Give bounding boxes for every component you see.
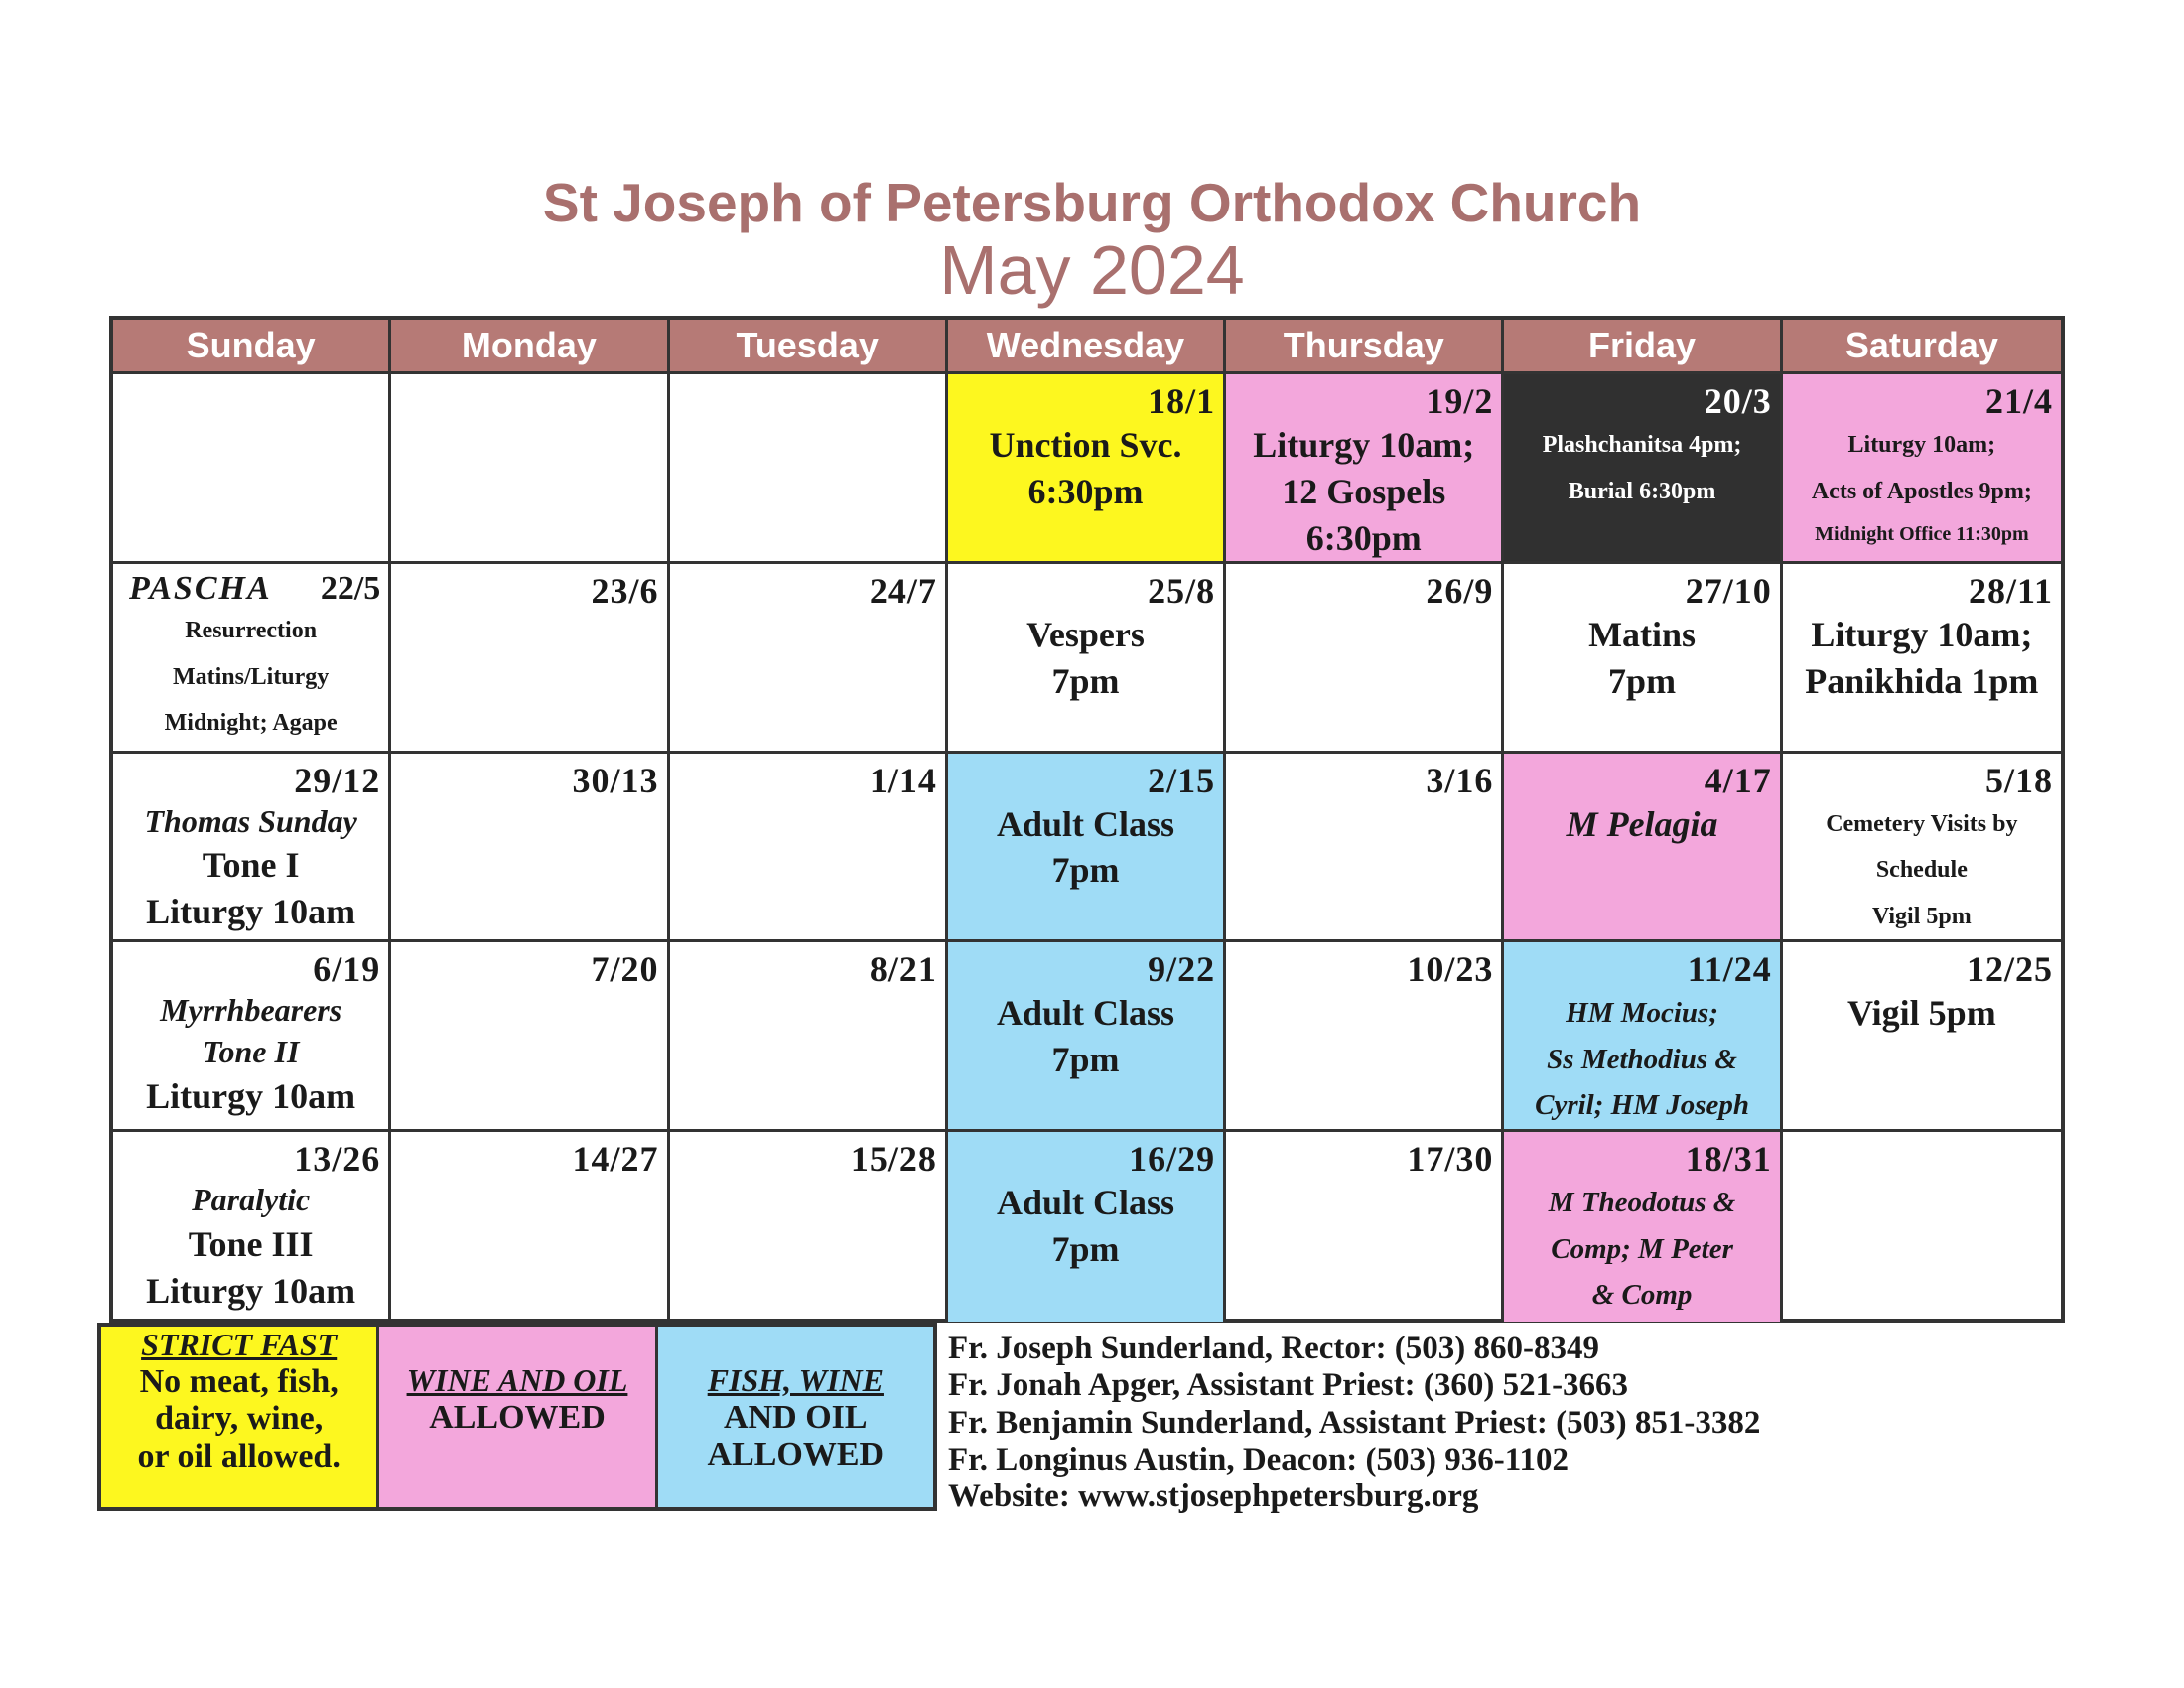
legend-text: No meat, fish, dairy, wine, or oil allowed.	[137, 1363, 341, 1475]
day-date: 18/31	[1685, 1139, 1772, 1180]
day-events: Vigil 5pm	[1847, 993, 1996, 1034]
day-date: 1/14	[869, 760, 937, 800]
weekday-friday: Friday	[1504, 320, 1782, 371]
legend-title: STRICT FAST	[141, 1327, 338, 1362]
feast-name: Thomas Sunday	[144, 802, 357, 839]
day-events: Cemetery Visits by Schedule Vigil 5pm	[1826, 810, 2018, 930]
day-cell	[1783, 754, 2061, 943]
day-cell	[1783, 564, 2061, 754]
day-cell	[1226, 754, 1504, 943]
day-date: 23/6	[591, 570, 659, 611]
day-date: 13/26	[294, 1139, 381, 1180]
day-date: 3/16	[1426, 760, 1494, 800]
legend-title: WINE AND OIL	[406, 1362, 628, 1398]
day-events: Matins 7pm	[1588, 614, 1697, 701]
day-date: 19/2	[1426, 381, 1494, 421]
day-cell	[113, 942, 391, 1132]
contact-line: Fr. Longinus Austin, Deacon: (503) 936-1102	[948, 1441, 1569, 1477]
legend-text: AND OIL ALLOWED	[707, 1399, 885, 1474]
day-events: Resurrection Matins/Liturgy Midnight; Agape	[164, 617, 338, 737]
day-date: 15/28	[850, 1139, 937, 1180]
day-cell	[391, 564, 669, 754]
day-cell	[1504, 942, 1782, 1132]
day-date: 6/19	[313, 949, 381, 990]
weekday-tuesday: Tuesday	[670, 320, 948, 371]
day-date: 11/24	[1687, 949, 1772, 990]
day-cell	[1226, 1132, 1504, 1322]
day-cell	[948, 1132, 1226, 1322]
day-cell	[391, 942, 669, 1132]
day-date: 7/20	[591, 949, 659, 990]
day-cell	[113, 564, 391, 754]
day-cell	[113, 754, 391, 943]
day-events: Liturgy 10am; 12 Gospels 6:30pm	[1253, 425, 1475, 558]
day-date: 9/22	[1148, 949, 1216, 990]
day-date: 30/13	[572, 760, 659, 800]
legend-item	[658, 1327, 933, 1507]
day-cell	[1783, 1132, 2061, 1322]
day-events: HM Mocius; Ss Methodius & Cyril; HM Joseph	[1535, 997, 1750, 1122]
feast-name: Paralytic	[192, 1182, 311, 1218]
legend-text: ALLOWED	[429, 1399, 606, 1436]
day-events: Liturgy 10am; Panikhida 1pm	[1805, 614, 2039, 701]
day-events: Adult Class 7pm	[996, 993, 1175, 1080]
day-cell	[670, 374, 948, 564]
day-cell	[1226, 374, 1504, 564]
day-date: 12/25	[1966, 949, 2053, 990]
day-date: 27/10	[1685, 570, 1772, 611]
pascha-header	[113, 564, 388, 608]
weekday-monday: Monday	[391, 320, 669, 371]
day-cell	[948, 374, 1226, 564]
day-cell	[391, 754, 669, 943]
day-date	[113, 374, 388, 380]
day-date: 4/17	[1704, 760, 1772, 800]
day-cell	[670, 1132, 948, 1322]
day-events: Unction Svc. 6:30pm	[989, 425, 1182, 511]
day-events: Tone III Liturgy 10am	[146, 1223, 356, 1311]
legend-item	[101, 1327, 379, 1507]
day-date: 14/27	[572, 1139, 659, 1180]
weekday-header	[113, 320, 2061, 371]
month-title: May 2024	[939, 231, 1245, 309]
day-cell	[1783, 374, 2061, 564]
day-events: M Theodotus & Comp; M Peter & Comp	[1548, 1187, 1736, 1311]
legend-item	[379, 1327, 657, 1507]
day-date	[1783, 1132, 2061, 1138]
day-date: 28/11	[1968, 570, 2053, 611]
day-events: Tone I Liturgy 10am	[146, 845, 356, 931]
day-date: 18/1	[1148, 381, 1216, 421]
day-cell	[391, 374, 669, 564]
day-cell	[1504, 374, 1782, 564]
contact-line: Fr. Benjamin Sunderland, Assistant Priest: (503) 851-3382	[948, 1404, 1761, 1441]
day-cell	[391, 1132, 669, 1322]
weekday-wednesday: Wednesday	[948, 320, 1226, 371]
day-date: 17/30	[1407, 1139, 1494, 1180]
calendar-grid	[113, 371, 2061, 1322]
day-date: 25/8	[1148, 570, 1216, 611]
day-cell	[948, 942, 1226, 1132]
day-cell	[1226, 942, 1504, 1132]
day-date	[391, 374, 666, 380]
day-date: 16/29	[1129, 1139, 1216, 1180]
day-cell	[948, 754, 1226, 943]
day-events: Adult Class 7pm	[996, 803, 1175, 891]
fasting-legend	[97, 1323, 937, 1511]
feast-name: Myrrhbearers Tone II	[160, 992, 342, 1069]
day-date: 8/21	[869, 949, 937, 990]
clergy-contacts	[948, 1331, 1760, 1515]
day-date: 2/15	[1148, 760, 1216, 800]
weekday-thursday: Thursday	[1226, 320, 1504, 371]
day-date: 21/4	[1984, 381, 2053, 421]
day-date: 29/12	[294, 760, 381, 800]
day-events: Liturgy 10am; Acts of Apostles 9pm;	[1811, 432, 2032, 504]
weekday-saturday: Saturday	[1844, 325, 1998, 365]
day-cell	[113, 1132, 391, 1322]
contact-line: Fr. Joseph Sunderland, Rector: (503) 860-8349	[948, 1331, 1600, 1366]
weekday-sunday: Sunday	[113, 320, 391, 371]
day-date: 10/23	[1407, 949, 1494, 990]
day-events: Liturgy 10am	[146, 1075, 356, 1116]
day-date	[670, 374, 945, 380]
day-date: 20/3	[1704, 381, 1772, 421]
calendar	[109, 316, 2065, 1323]
day-events: M Pelagia	[1566, 803, 1718, 844]
day-cell	[948, 564, 1226, 754]
day-events-footer: Midnight Office 11:30pm	[1815, 522, 2029, 545]
day-cell	[1504, 564, 1782, 754]
contact-line: Fr. Jonah Apger, Assistant Priest: (360) 521-3663	[948, 1367, 1629, 1404]
day-cell	[670, 942, 948, 1132]
feast-label: PASCHA	[129, 569, 272, 607]
day-cell	[670, 564, 948, 754]
legend-title: FISH, WINE	[707, 1362, 884, 1398]
day-date: 26/9	[1426, 570, 1494, 611]
day-date: 24/7	[869, 570, 937, 611]
day-events: Vespers 7pm	[1026, 614, 1145, 701]
day-cell	[1783, 942, 2061, 1132]
website-line: Website: www.stjosephpetersburg.org	[948, 1478, 1479, 1515]
church-name: St Joseph of Petersburg Orthodox Church	[542, 172, 1642, 233]
day-cell	[670, 754, 948, 943]
day-cell	[1504, 754, 1782, 943]
day-date: 22/5	[320, 569, 381, 607]
day-events: Plashchanitsa 4pm; Burial 6:30pm	[1542, 432, 1742, 504]
day-events: Adult Class 7pm	[996, 1183, 1175, 1269]
day-cell	[113, 374, 391, 564]
day-cell	[1226, 564, 1504, 754]
day-cell	[1504, 1132, 1782, 1322]
day-date: 5/18	[1984, 760, 2053, 800]
